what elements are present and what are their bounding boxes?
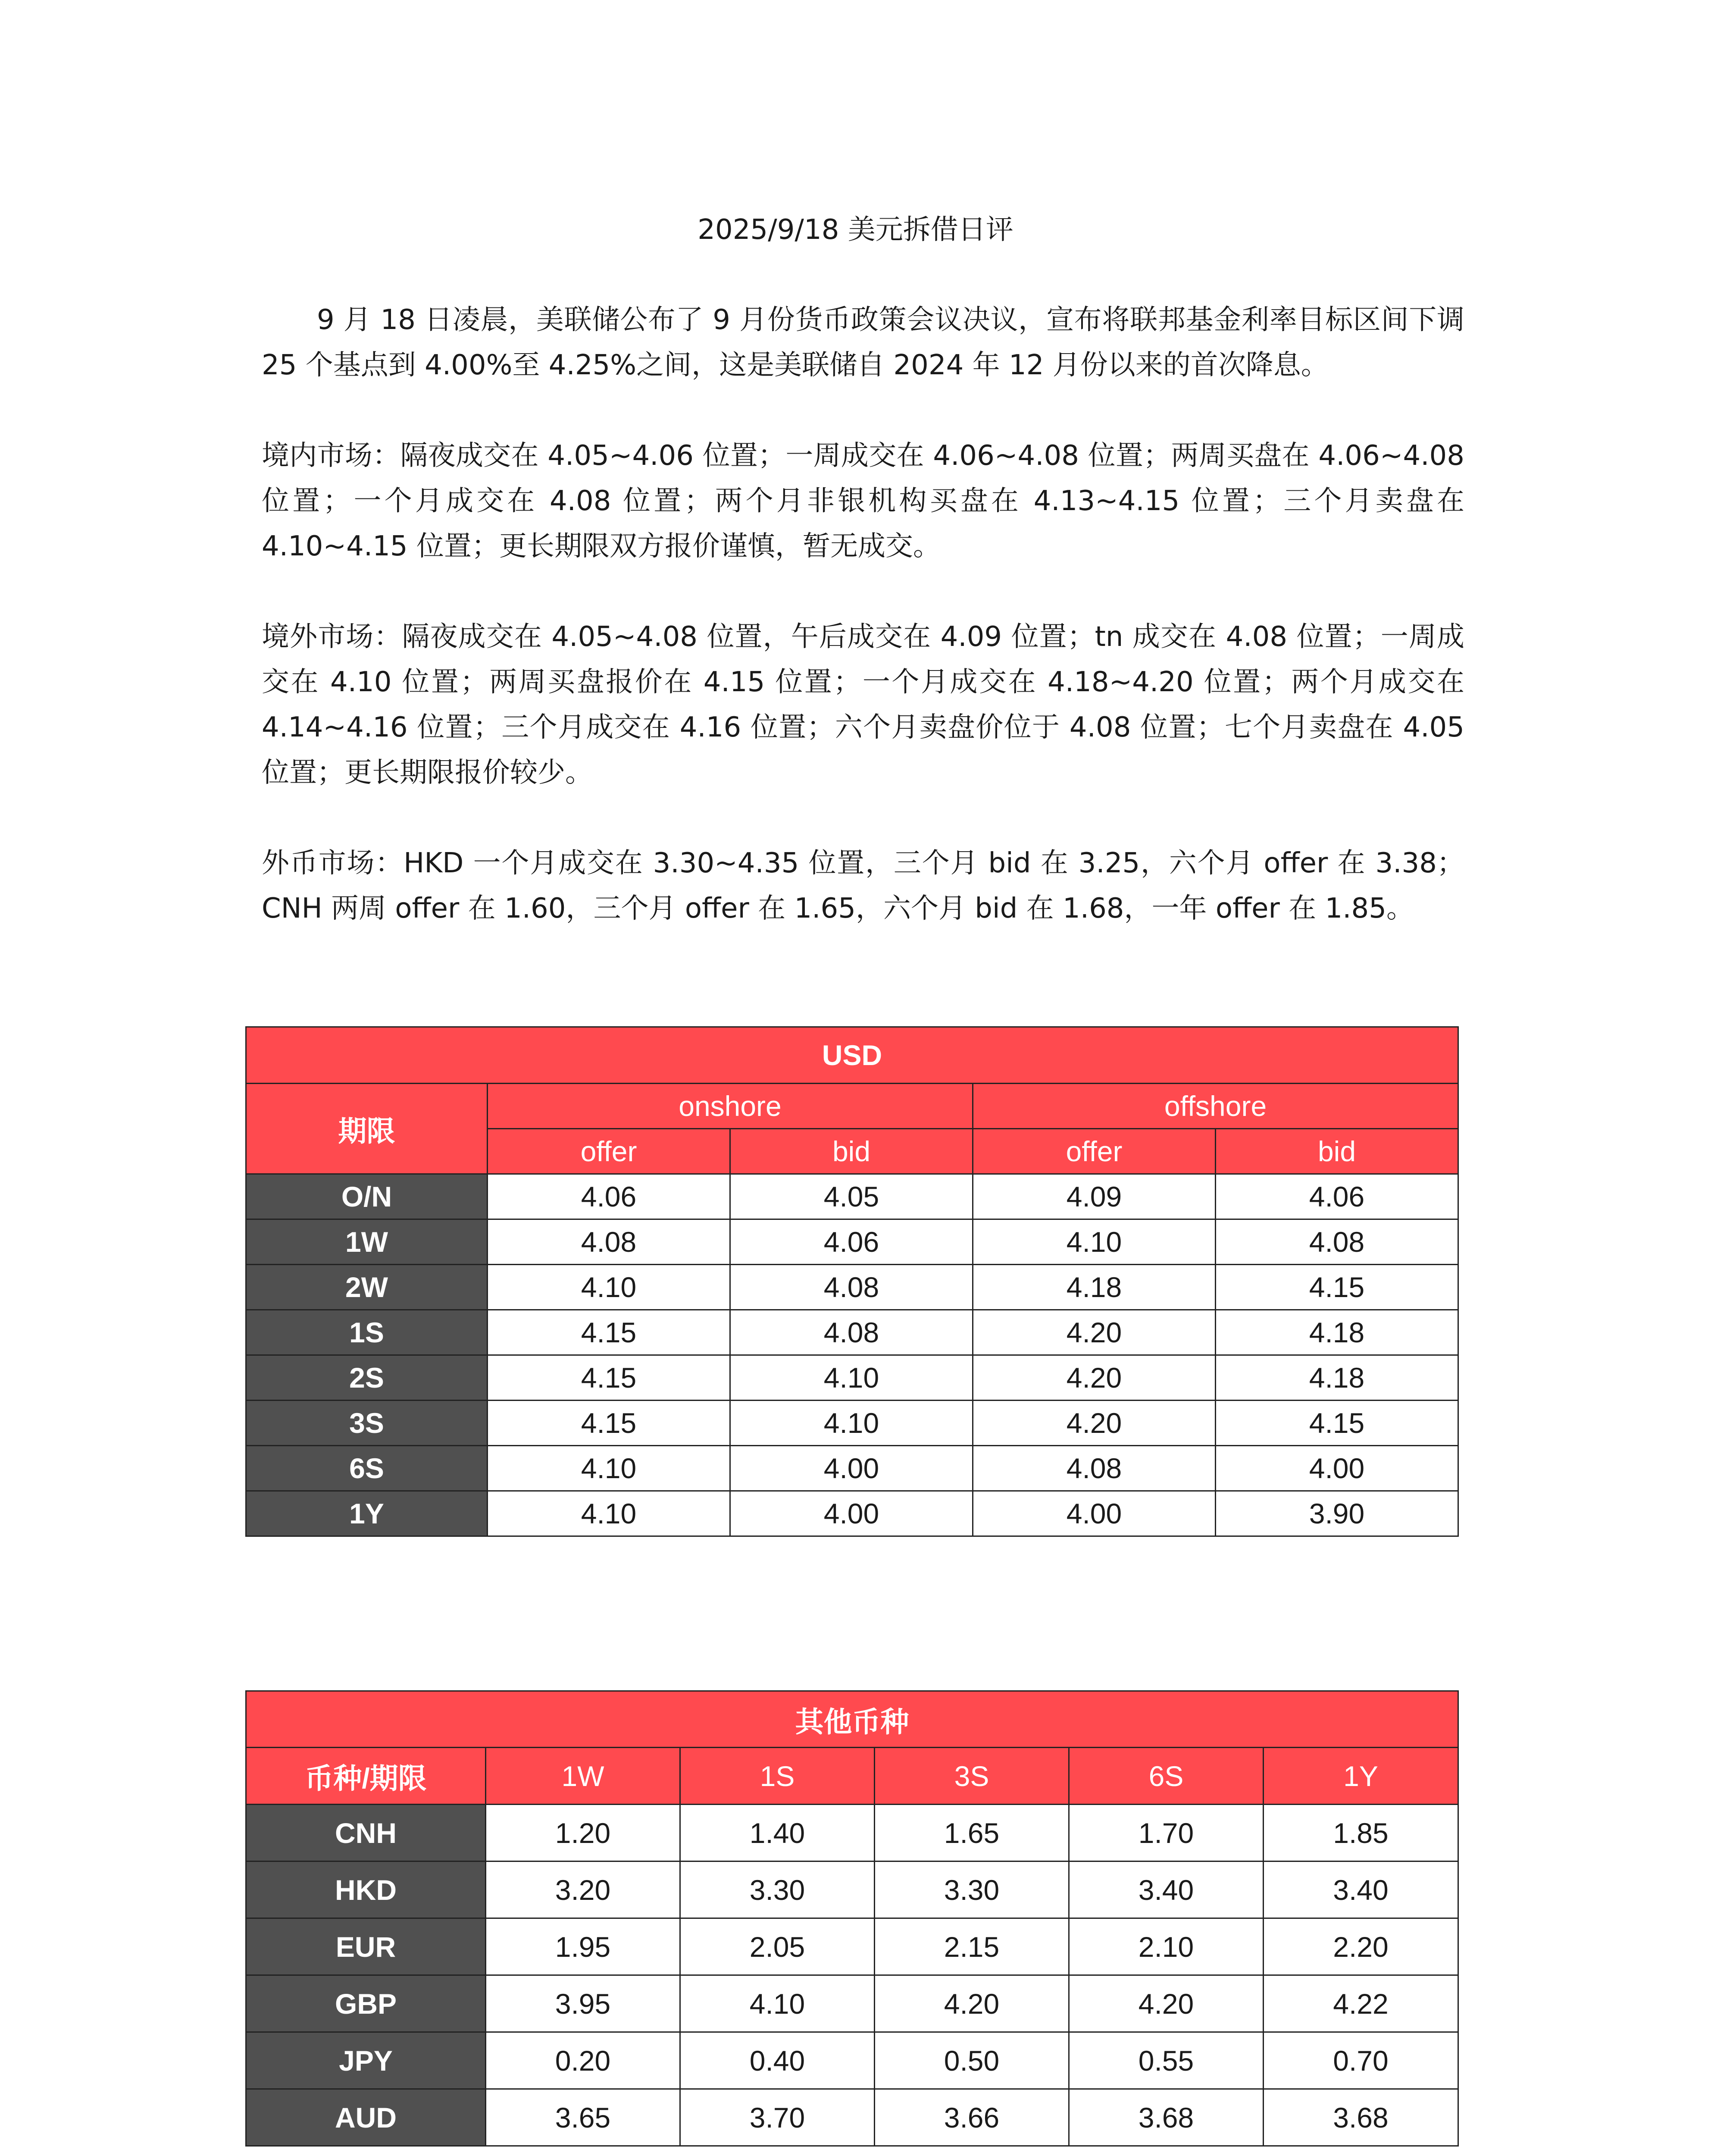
rate-cell: 2.20 (1264, 1918, 1458, 1975)
currency-label: HKD (246, 1861, 486, 1918)
paragraph-intro: 9 月 18 日凌晨，美联储公布了 9 月份货币政策会议决议，宣布将联邦基金利率目标区间下调 25 个基点到 4.00%至 4.25%之间，这是美联储自 2024 年 12 月份以来的首次降息。 (262, 304, 1464, 381)
term-label: 3S (246, 1401, 488, 1446)
rate-cell: 4.10 (730, 1401, 973, 1446)
rate-cell: 0.40 (680, 2032, 875, 2089)
rate-cell: 3.95 (486, 1975, 680, 2032)
paragraph-offshore-market: 境外市场：隔夜成交在 4.05~4.08 位置，午后成交在 4.09 位置；tn 成交在 4.08 位置；一周成交在 4.10 位置；两周买盘报价在 4.15 位置；一个月成交在 4.18~4.20 位置；两个月成交在 4.14~4.16 位置；三个月成交在 4.16 位置；六个月卖盘价位于 4.08 位置；七个月卖盘在 4.05 位置；更长期限报价较少。 (262, 621, 1464, 789)
rate-cell: 4.20 (1069, 1975, 1264, 2032)
rate-cell: 4.00 (1216, 1446, 1458, 1491)
term-column-header: 1S (680, 1748, 875, 1805)
currency-term-header: 币种/期限 (246, 1748, 486, 1805)
onshore-offer-header: offer (488, 1129, 730, 1174)
rate-cell: 2.10 (1069, 1918, 1264, 1975)
paragraph-onshore-market: 境内市场：隔夜成交在 4.05~4.06 位置；一周成交在 4.06~4.08 位置；两周买盘在 4.06~4.08 位置；一个月成交在 4.08 位置；两个月非银机构买盘在 4.13~4.15 位置；三个月卖盘在 4.10~4.15 位置；更长期限双方报价谨慎，暂无成交。 (262, 440, 1464, 562)
rate-cell: 3.40 (1069, 1861, 1264, 1918)
rate-cell: 1.65 (875, 1805, 1069, 1861)
rate-cell: 4.15 (1216, 1265, 1458, 1310)
table-row (246, 1174, 1458, 1219)
rate-cell: 3.90 (1216, 1491, 1458, 1536)
rate-cell: 3.30 (875, 1861, 1069, 1918)
rate-cell: 4.10 (488, 1491, 730, 1536)
rate-cell: 4.08 (488, 1219, 730, 1265)
table-row (246, 1918, 1458, 1975)
table-row (246, 1310, 1458, 1355)
term-label: 1W (246, 1219, 488, 1265)
rate-cell: 4.05 (730, 1174, 973, 1219)
currency-label: EUR (246, 1918, 486, 1975)
table-row (246, 1355, 1458, 1401)
term-column-header: 6S (1069, 1748, 1264, 1805)
term-column-header: 1Y (1264, 1748, 1458, 1805)
rate-cell: 1.40 (680, 1805, 875, 1861)
table-row (246, 1491, 1458, 1536)
offshore-offer-header: offer (973, 1129, 1216, 1174)
rate-cell: 3.68 (1264, 2089, 1458, 2146)
currency-label: CNH (246, 1805, 486, 1861)
rate-cell: 4.08 (730, 1265, 973, 1310)
offshore-bid-header: bid (1216, 1129, 1458, 1174)
rate-cell: 3.70 (680, 2089, 875, 2146)
rate-cell: 4.09 (973, 1174, 1216, 1219)
usd-table-title: USD (246, 1027, 1458, 1084)
rate-cell: 0.70 (1264, 2032, 1458, 2089)
page-title: 2025/9/18 美元拆借日评 (698, 214, 1013, 246)
paragraph-foreign-currency-market: 外币市场：HKD 一个月成交在 3.30~4.35 位置，三个月 bid 在 3.25，六个月 offer 在 3.38；CNH 两周 offer 在 1.60，三个月 offer 在 1.65，六个月 bid 在 1.68，一年 offer 在 1.85。 (262, 847, 1464, 924)
onshore-header: onshore (488, 1084, 973, 1129)
usd-term-header: 期限 (246, 1084, 488, 1174)
term-label: 2W (246, 1265, 488, 1310)
currency-label: JPY (246, 2032, 486, 2089)
rate-cell: 4.08 (1216, 1219, 1458, 1265)
table-row (246, 2032, 1458, 2089)
rate-cell: 1.70 (1069, 1805, 1264, 1861)
rate-cell: 4.18 (1216, 1310, 1458, 1355)
rate-cell: 4.20 (875, 1975, 1069, 2032)
table-row (246, 1446, 1458, 1491)
rate-cell: 3.68 (1069, 2089, 1264, 2146)
offshore-header: offshore (973, 1084, 1458, 1129)
rate-cell: 4.20 (973, 1310, 1216, 1355)
usd-table-body (246, 1174, 1458, 1536)
term-label: 1S (246, 1310, 488, 1355)
onshore-bid-header: bid (730, 1129, 973, 1174)
rate-cell: 4.10 (680, 1975, 875, 2032)
rate-cell: 4.22 (1264, 1975, 1458, 2032)
term-label: O/N (246, 1174, 488, 1219)
currency-label: GBP (246, 1975, 486, 2032)
rate-cell: 4.00 (730, 1446, 973, 1491)
rate-cell: 0.20 (486, 2032, 680, 2089)
rate-cell: 0.55 (1069, 2032, 1264, 2089)
rate-cell: 4.18 (1216, 1355, 1458, 1401)
rate-cell: 4.08 (730, 1310, 973, 1355)
rate-cell: 4.15 (1216, 1401, 1458, 1446)
rate-cell: 4.06 (730, 1219, 973, 1265)
rate-cell: 3.65 (486, 2089, 680, 2146)
rate-cell: 4.00 (730, 1491, 973, 1536)
table-row (246, 1861, 1458, 1918)
rate-cell: 1.20 (486, 1805, 680, 1861)
table-row (246, 2089, 1458, 2146)
rate-cell: 3.40 (1264, 1861, 1458, 1918)
rate-cell: 2.15 (875, 1918, 1069, 1975)
rate-cell: 4.10 (488, 1265, 730, 1310)
other-table-header-row (246, 1748, 1458, 1805)
rate-cell: 2.05 (680, 1918, 875, 1975)
rate-cell: 3.66 (875, 2089, 1069, 2146)
other-table-body (246, 1805, 1458, 2146)
term-column-header: 1W (486, 1748, 680, 1805)
rate-cell: 4.08 (973, 1446, 1216, 1491)
rate-cell: 4.06 (488, 1174, 730, 1219)
table-row (246, 1975, 1458, 2032)
rate-cell: 1.95 (486, 1918, 680, 1975)
rate-cell: 4.10 (488, 1446, 730, 1491)
rate-cell: 3.20 (486, 1861, 680, 1918)
rate-cell: 0.50 (875, 2032, 1069, 2089)
other-table-title: 其他币种 (246, 1691, 1458, 1748)
rate-cell: 1.85 (1264, 1805, 1458, 1861)
table-row (246, 1805, 1458, 1861)
rate-cell: 4.20 (973, 1401, 1216, 1446)
other-currency-table (245, 1690, 1459, 2147)
rate-cell: 3.30 (680, 1861, 875, 1918)
usd-rate-table (245, 1026, 1459, 1537)
rate-cell: 4.15 (488, 1401, 730, 1446)
rate-cell: 4.20 (973, 1355, 1216, 1401)
table-row (246, 1219, 1458, 1265)
currency-label: AUD (246, 2089, 486, 2146)
table-row (246, 1265, 1458, 1310)
rate-cell: 4.00 (973, 1491, 1216, 1536)
rate-cell: 4.10 (973, 1219, 1216, 1265)
term-label: 1Y (246, 1491, 488, 1536)
rate-cell: 4.10 (730, 1355, 973, 1401)
term-column-header: 3S (875, 1748, 1069, 1805)
term-label: 2S (246, 1355, 488, 1401)
rate-cell: 4.06 (1216, 1174, 1458, 1219)
rate-cell: 4.18 (973, 1265, 1216, 1310)
term-label: 6S (246, 1446, 488, 1491)
rate-cell: 4.15 (488, 1310, 730, 1355)
table-row (246, 1401, 1458, 1446)
rate-cell: 4.15 (488, 1355, 730, 1401)
